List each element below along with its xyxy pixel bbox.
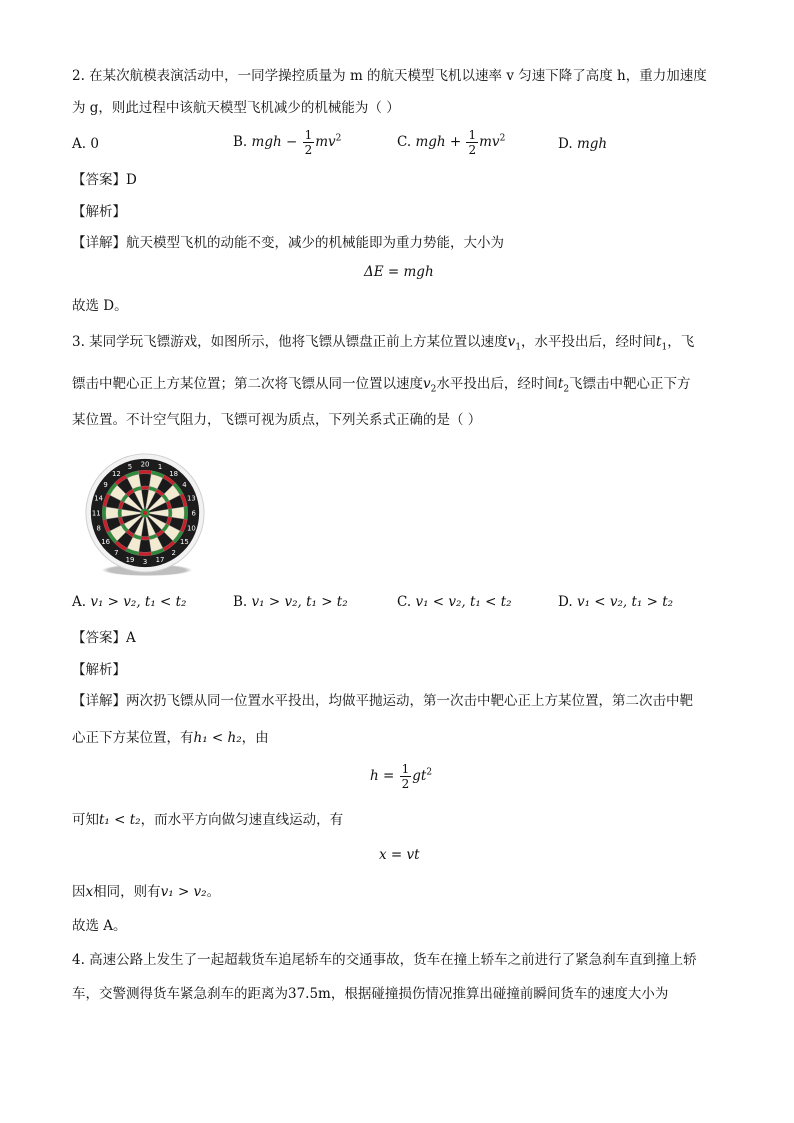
q2-option-d-label: D. — [558, 136, 573, 152]
q3-v1-sub: 1 — [515, 342, 522, 353]
q4-stem-line2-b: ，根据碰撞损伤情况推算出碰撞前瞬间货车的速度大小为 — [330, 986, 669, 1002]
dartboard-number: 13 — [186, 494, 196, 503]
q3-detail-line3-expr: t₁ < t₂ — [99, 812, 141, 828]
q3-answer: 【答案】A — [72, 630, 136, 646]
q3-stem-line1-b: ，水平投出后，经时间 — [521, 334, 657, 350]
dartboard-number: 15 — [180, 538, 189, 547]
q3-detail-line2 — [72, 728, 269, 748]
q3-detail-line4-a: 因 — [72, 884, 86, 900]
q3-stem-line1-c: ，飞 — [667, 334, 695, 350]
q3-detail-line3 — [72, 810, 343, 830]
q3-conclusion: 故选 A。 — [72, 918, 127, 934]
q3-formula1-frac: $\frac{1}{2}$ — [401, 762, 410, 791]
dartboard-segment — [138, 470, 151, 474]
dartboard-number: 2 — [171, 548, 176, 557]
dartboard-segment — [139, 474, 151, 487]
q2-option-b-frac: $\frac{1}{2}$ — [304, 128, 313, 157]
q3-detail-line2-a: 心正下方某位置，有 — [72, 730, 194, 746]
q4-distance-value: 37.5m — [288, 986, 331, 1002]
dartboard-number: 11 — [91, 509, 101, 518]
dartboard-number: 6 — [191, 509, 196, 518]
q3-detail-line3-a: 可知 — [72, 812, 99, 828]
q4-stem-line2 — [72, 984, 668, 1004]
q3-detail-line1: 【详解】两次扔飞镖从同一位置水平投出，均做平抛运动，第一次击中靶心正上方某位置，第二次击中靶 — [72, 693, 693, 709]
q3-formula2: x = vt — [379, 847, 420, 863]
q3-stem-line2-c: 飞镖击中靶心正下方 — [569, 376, 691, 392]
q3-detail-line2-b: ，由 — [241, 730, 269, 746]
q2-stem-line1: 2. 在某次航模表演活动中，一同学操控质量为 m 的航天模型飞机以速率 v 匀速下降了高度 h，重力加速度 — [72, 68, 707, 84]
q2-option-b-op: − — [285, 134, 298, 150]
q3-analysis: 【解析】 — [72, 662, 126, 678]
dartboard-number: 8 — [96, 524, 101, 533]
q2-option-d-expr: mgh — [576, 136, 608, 152]
dartboard-image — [82, 450, 208, 576]
q2-option-a: A. 0 — [72, 136, 99, 152]
q2-option-b-mgh: mgh — [251, 134, 282, 150]
q2-option-b-label: B. — [233, 134, 248, 150]
q3-detail-line4-expr: v₁ > v₂ — [160, 884, 207, 900]
q2-option-c-frac: $\frac{1}{2}$ — [468, 128, 477, 157]
dartboard-segment — [168, 509, 172, 517]
dartboard-segment — [139, 540, 151, 553]
q3-stem-line3: 某位置。不计空气阻力，飞镖可视为质点，下列关系式正确的是（ ） — [72, 412, 482, 428]
q4-stem-line1: 4. 高速公路上发生了一起超载货车追尾轿车的交通事故，货车在撞上轿车之前进行了紧急刹车直到撞上轿 — [72, 952, 697, 968]
q2-conclusion: 故选 D。 — [72, 298, 128, 314]
q2-option-b-exp: 2 — [335, 133, 342, 144]
dartboard-number: 5 — [127, 463, 133, 472]
q3-detail-line3-b: ，而水平方向做匀速直线运动，有 — [140, 812, 344, 828]
q3-v1: v — [507, 334, 516, 350]
q3-t2: t — [557, 376, 564, 392]
q3-detail-line4-x: x — [85, 884, 94, 900]
q3-option-d — [558, 592, 673, 612]
q3-formula1-exp: 2 — [426, 767, 433, 778]
q2-option-b-mv: mv — [315, 134, 336, 150]
dartboard-number: 1 — [157, 463, 163, 472]
q3-formula1-pre: h = — [370, 768, 395, 784]
q3-detail-line4-c: 。 — [206, 884, 221, 900]
q2-option-c-label: C. — [397, 134, 412, 150]
q3-detail-line4-b: 相同，则有 — [93, 884, 161, 900]
q2-answer: 【答案】D — [72, 172, 137, 188]
q3-stem-line2-a: 镖击中靶心正上方某位置；第二次将飞镖从同一位置以速度 — [72, 376, 423, 392]
dartboard-bullseye — [143, 511, 147, 515]
dartboard-number: 4 — [182, 480, 187, 489]
q3-stem-line1 — [72, 332, 694, 358]
q2-option-d — [558, 134, 607, 154]
q2-option-b — [233, 128, 341, 157]
q3-option-c — [397, 592, 512, 612]
q2-option-c-op: + — [449, 134, 462, 150]
q3-option-c-label: C. — [397, 594, 412, 610]
dartboard-number: 3 — [142, 558, 148, 567]
dartboard-number: 20 — [140, 460, 150, 469]
dartboard-number: 14 — [94, 494, 104, 503]
dartboard-number: 7 — [114, 548, 119, 557]
dartboard-segment — [118, 509, 122, 517]
q3-option-a — [72, 592, 186, 612]
dartboard-number: 17 — [155, 555, 165, 564]
dartboard-segment — [138, 552, 151, 556]
q3-stem-line2-b: 水平投出后，经时间 — [436, 376, 558, 392]
q3-formula1-post: gt — [412, 768, 427, 784]
q2-option-c-mv: mv — [479, 134, 500, 150]
dartboard-number: 16 — [101, 538, 110, 547]
q2-detail: 【详解】航天模型飞机的动能不变，减少的机械能即为重力势能，大小为 — [72, 235, 504, 251]
dartboard-number: 9 — [103, 480, 108, 489]
q3-stem-line1-a: 3. 某同学玩飞镖游戏，如图所示，他将飞镖从镖盘正前上方某位置以速度 — [72, 334, 508, 350]
q3-v2-sub: 2 — [430, 384, 437, 395]
q2-formula: ΔE = mgh — [364, 264, 434, 280]
q2-stem-line2: 为 g，则此过程中该航天模型飞机减少的机械能为（ ） — [72, 100, 400, 116]
q3-option-d-expr: v₁ < v₂, t₁ > t₂ — [576, 594, 674, 610]
q3-v2: v — [423, 376, 431, 392]
q2-option-c — [397, 128, 505, 157]
q4-stem-line2-a: 车，交警测得货车紧急刹车的距离为 — [72, 986, 288, 1002]
dartboard-segment — [141, 536, 149, 540]
q3-detail-line2-expr: h₁ < h₂ — [193, 730, 242, 746]
dartboard-number: 19 — [125, 555, 135, 564]
q3-t1: t — [656, 334, 662, 350]
dartboard-segment — [102, 506, 106, 519]
q2-analysis: 【解析】 — [72, 204, 126, 220]
dartboard-number: 18 — [169, 470, 179, 479]
q3-option-a-expr: v₁ > v₂, t₁ < t₂ — [90, 594, 187, 610]
q2-option-c-mgh: mgh — [415, 134, 446, 150]
dartboard-number: 12 — [111, 470, 121, 479]
q3-option-b-expr: v₁ > v₂, t₁ > t₂ — [251, 594, 348, 610]
q3-option-d-label: D. — [558, 594, 573, 610]
q3-option-c-expr: v₁ < v₂, t₁ < t₂ — [415, 594, 512, 610]
dartboard-segment — [172, 507, 185, 519]
q3-formula1 — [370, 762, 432, 791]
q3-t1-sub: 1 — [661, 342, 668, 353]
dartboard-segment — [106, 507, 119, 519]
dartboard-number: 10 — [186, 524, 196, 533]
dartboard-segment — [184, 506, 188, 519]
q2-option-c-exp: 2 — [499, 133, 506, 144]
q3-option-b — [233, 592, 348, 612]
q3-option-b-label: B. — [233, 594, 248, 610]
dartboard-segment — [141, 486, 149, 490]
q3-option-a-label: A. — [72, 594, 87, 610]
q3-detail-line4 — [72, 882, 220, 902]
q3-stem-line2 — [72, 374, 691, 400]
q3-t2-sub: 2 — [563, 384, 570, 395]
